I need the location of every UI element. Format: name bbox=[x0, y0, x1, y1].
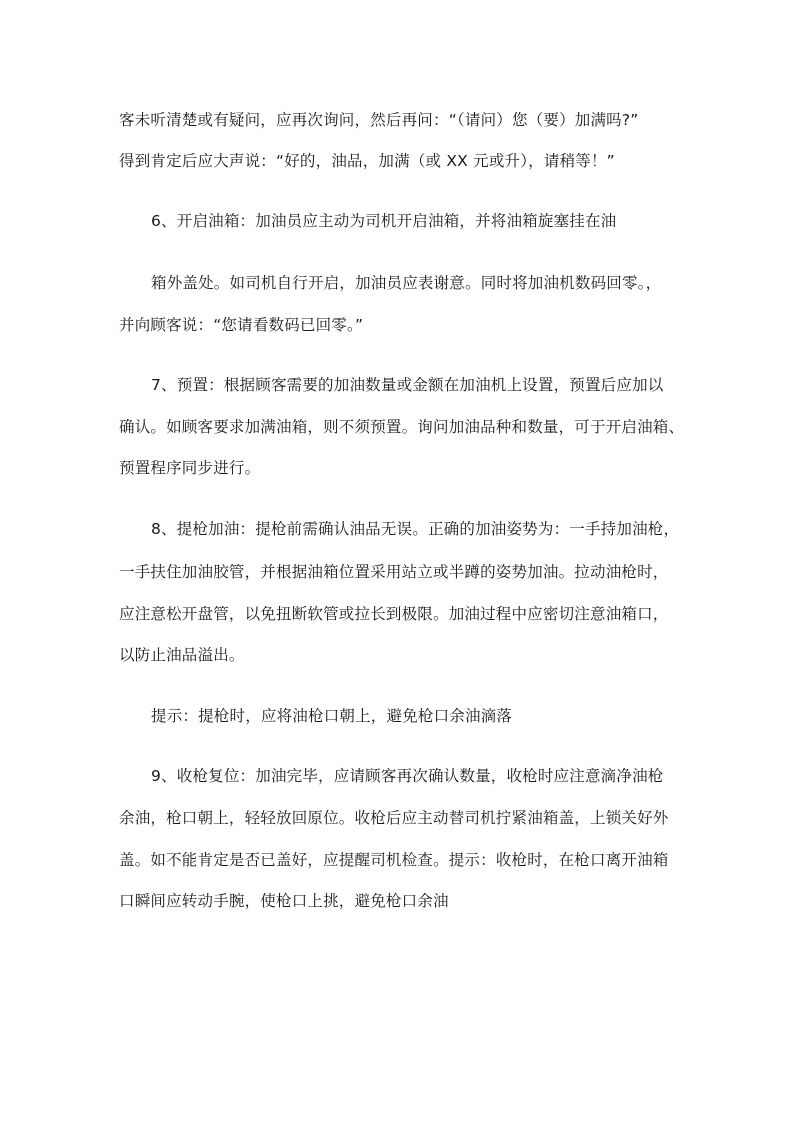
text-line: 盖。如不能肯定是否已盖好，应提醒司机检查。提示：收枪时，在枪口离开油箱 bbox=[119, 851, 669, 869]
section-6-heading-line: 6、开启油箱：加油员应主动为司机开启油箱，并将油箱旋塞挂在油 bbox=[151, 212, 617, 230]
section-9-heading-line: 9、收枪复位：加油完毕，应请顾客再次确认数量，收枪时应注意滴净油枪 bbox=[151, 767, 664, 785]
text-line: 应注意松开盘管，以免扭断软管或拉长到极限。加油过程中应密切注意油箱口， bbox=[119, 605, 669, 623]
section-7-heading-line: 7、预置：根据顾客需要的加油数量或金额在加油机上设置，预置后应加以 bbox=[151, 376, 664, 394]
text-line: 客未听清楚或有疑问，应再次询问，然后再问：“（请问）您（要）加满吗?” bbox=[119, 111, 639, 129]
text-line: 一手扶住加油胶管，并根据油箱位置采用站立或半蹲的姿势加油。拉动油枪时， bbox=[119, 563, 669, 581]
tip-line: 提示：提枪时，应将油枪口朝上，避免枪口余油滴落 bbox=[151, 707, 513, 725]
section-8-heading-line: 8、提枪加油：提枪前需确认油品无误。正确的加油姿势为：一手持加油枪， bbox=[151, 520, 680, 538]
text-line: 得到肯定后应大声说：“好的，油品，加满（或 XX 元或升），请稍等！” bbox=[119, 152, 615, 170]
text-line: 预置程序同步进行。 bbox=[119, 459, 261, 477]
text-line: 确认。如顾客要求加满油箱，则不须预置。询问加油品种和数量，可于开启油箱、 bbox=[119, 418, 685, 436]
text-line: 余油，枪口朝上，轻轻放回原位。收枪后应主动替司机拧紧油箱盖，上锁关好外 bbox=[119, 809, 669, 827]
text-line: 并向顾客说：“您请看数码已回零。” bbox=[119, 316, 364, 334]
text-line: 口瞬间应转动手腕，使枪口上挑，避免枪口余油 bbox=[119, 892, 449, 910]
text-line: 以防止油品溢出。 bbox=[119, 646, 245, 664]
text-line: 箱外盖处。如司机自行开启，加油员应表谢意。同时将加油机数码回零。， bbox=[151, 274, 662, 292]
